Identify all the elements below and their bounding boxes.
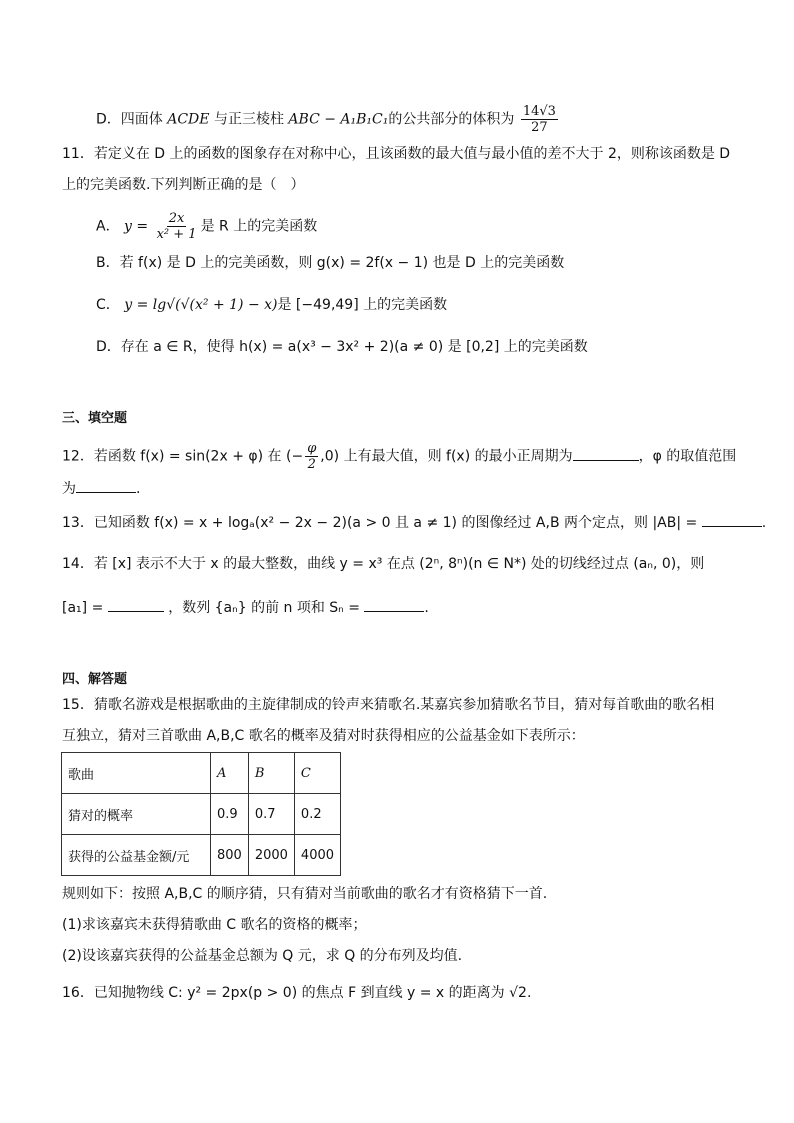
text: [a₁] = <box>62 600 104 616</box>
table-cell: 800 <box>211 835 249 876</box>
prize-table <box>61 752 341 876</box>
table-cell: 4000 <box>294 835 340 876</box>
text: 13．已知函数 f(x) = x + logₐ(x² − 2x − 2)(a > 0 且 a ≠ 1) 的图像经过 A,B 两个定点，则 |AB| = <box>62 515 698 531</box>
q12-line2 <box>62 478 140 499</box>
table-cell: A <box>211 753 249 794</box>
q11-option-d: D．存在 a ∈ R，使得 h(x) = a(x³ − 3x² + 2)(a ≠ 0) 是 [0,2] 上的完美函数 <box>96 339 588 355</box>
table-cell: 0.7 <box>248 794 294 835</box>
answer-blank-sn[interactable] <box>364 597 424 612</box>
q10-option-d <box>96 104 560 135</box>
section-title-solution: 四、解答题 <box>62 672 128 687</box>
text: ，数列 {aₙ} 的前 n 项和 Sₙ = <box>168 600 360 616</box>
q13-line <box>62 512 766 533</box>
table-cell: C <box>294 753 340 794</box>
text: 12．若函数 f(x) = sin(2x + φ) 在 <box>62 448 282 465</box>
fraction-numerator: 2x <box>168 211 185 226</box>
q14-line1: 14．若 [x] 表示不大于 x 的最大整数，曲线 y = x³ 在点 (2ⁿ, 8ⁿ)(n ∈ N*) 处的切线经过点 (aₙ, 0)，则 <box>62 556 705 572</box>
text: 与正三棱柱 <box>213 111 284 128</box>
fraction-denominator: 2 <box>307 457 316 472</box>
table-cell: 获得的公益基金额/元 <box>62 835 211 876</box>
answer-blank-period[interactable] <box>573 446 639 461</box>
volume-fraction <box>521 104 558 135</box>
text: 是 R 上的完美函数 <box>200 218 318 235</box>
answer-blank-phi-range[interactable] <box>76 478 136 493</box>
section-title-fill-blank: 三、填空题 <box>62 411 128 426</box>
table-row <box>62 794 341 835</box>
math: ABC − A₁B₁C₁ <box>288 111 389 128</box>
option-label: A． <box>96 218 120 235</box>
q15-rule: 规则如下：按照 A,B,C 的顺序猜，只有猜对当前歌曲的歌名才有资格猜下一首. <box>62 886 548 902</box>
q16-line: 16．已知抛物线 C: y² = 2px(p > 0) 的焦点 F 到直线 y = x 的距离为 √2. <box>62 985 532 1001</box>
fraction-denominator: 27 <box>531 120 548 135</box>
math: y = lg√(√(x² + 1) − x) <box>124 297 278 313</box>
text: . <box>424 600 429 616</box>
option-label: D． <box>96 111 121 128</box>
table-cell: 0.9 <box>211 794 249 835</box>
fraction-numerator: 14√3 <box>522 104 556 119</box>
table-cell: 猜对的概率 <box>62 794 211 835</box>
q15-part2: (2)设该嘉宾获得的公益基金总额为 Q 元，求 Q 的分布列及均值. <box>62 948 463 964</box>
math: y = <box>124 218 149 235</box>
q11-option-c <box>96 295 447 315</box>
q11-option-a <box>96 211 317 242</box>
fraction <box>155 211 199 242</box>
text: ，φ 的取值范围 <box>638 448 737 465</box>
text: 为 <box>62 481 76 497</box>
answer-blank-a1[interactable] <box>108 597 164 612</box>
answer-blank-ab[interactable] <box>702 512 762 527</box>
q14-line2 <box>62 597 429 618</box>
q12-line1 <box>62 441 736 472</box>
math: (− <box>285 448 304 465</box>
table-cell: 歌曲 <box>62 753 211 794</box>
q11-stem-line1: 11．若定义在 D 上的函数的图象存在对称中心，且该函数的最大值与最小值的差不大于 2，则称该函数是 D <box>62 146 731 162</box>
table-row <box>62 753 341 794</box>
q15-line1: 15．猜歌名游戏是根据歌曲的主旋律制成的铃声来猜歌名.某嘉宾参加猜歌名节目，猜对每首歌曲的歌名相 <box>62 697 715 713</box>
math: ,0) <box>320 448 340 465</box>
math: ACDE <box>167 111 210 128</box>
option-label: C． <box>96 297 120 313</box>
fraction <box>305 441 318 472</box>
table-row <box>62 835 341 876</box>
table-cell: B <box>248 753 294 794</box>
text: . <box>761 515 767 531</box>
table-cell: 2000 <box>248 835 294 876</box>
fraction-denominator: x² + 1 <box>156 227 197 242</box>
table-cell: 0.2 <box>294 794 340 835</box>
q15-part1: (1)求该嘉宾未获得猜歌曲 C 歌名的资格的概率； <box>62 917 367 933</box>
q11-option-b: B．若 f(x) 是 D 上的完美函数，则 g(x) = 2f(x − 1) 也是 D 上的完美函数 <box>96 255 565 271</box>
text: 上有最大值，则 f(x) 的最小正周期为 <box>343 448 573 465</box>
text: 的公共部分的体积为 <box>388 111 515 128</box>
text: 是 [−49,49] 上的完美函数 <box>277 297 448 313</box>
q15-line2: 互独立，猜对三首歌曲 A,B,C 歌名的概率及猜对时获得相应的公益基金如下表所示： <box>62 728 585 744</box>
text: 四面体 <box>120 111 163 128</box>
q11-stem-line2: 上的完美函数.下列判断正确的是（ ） <box>62 177 305 193</box>
fraction-numerator: φ <box>307 441 317 456</box>
text: . <box>136 481 141 497</box>
